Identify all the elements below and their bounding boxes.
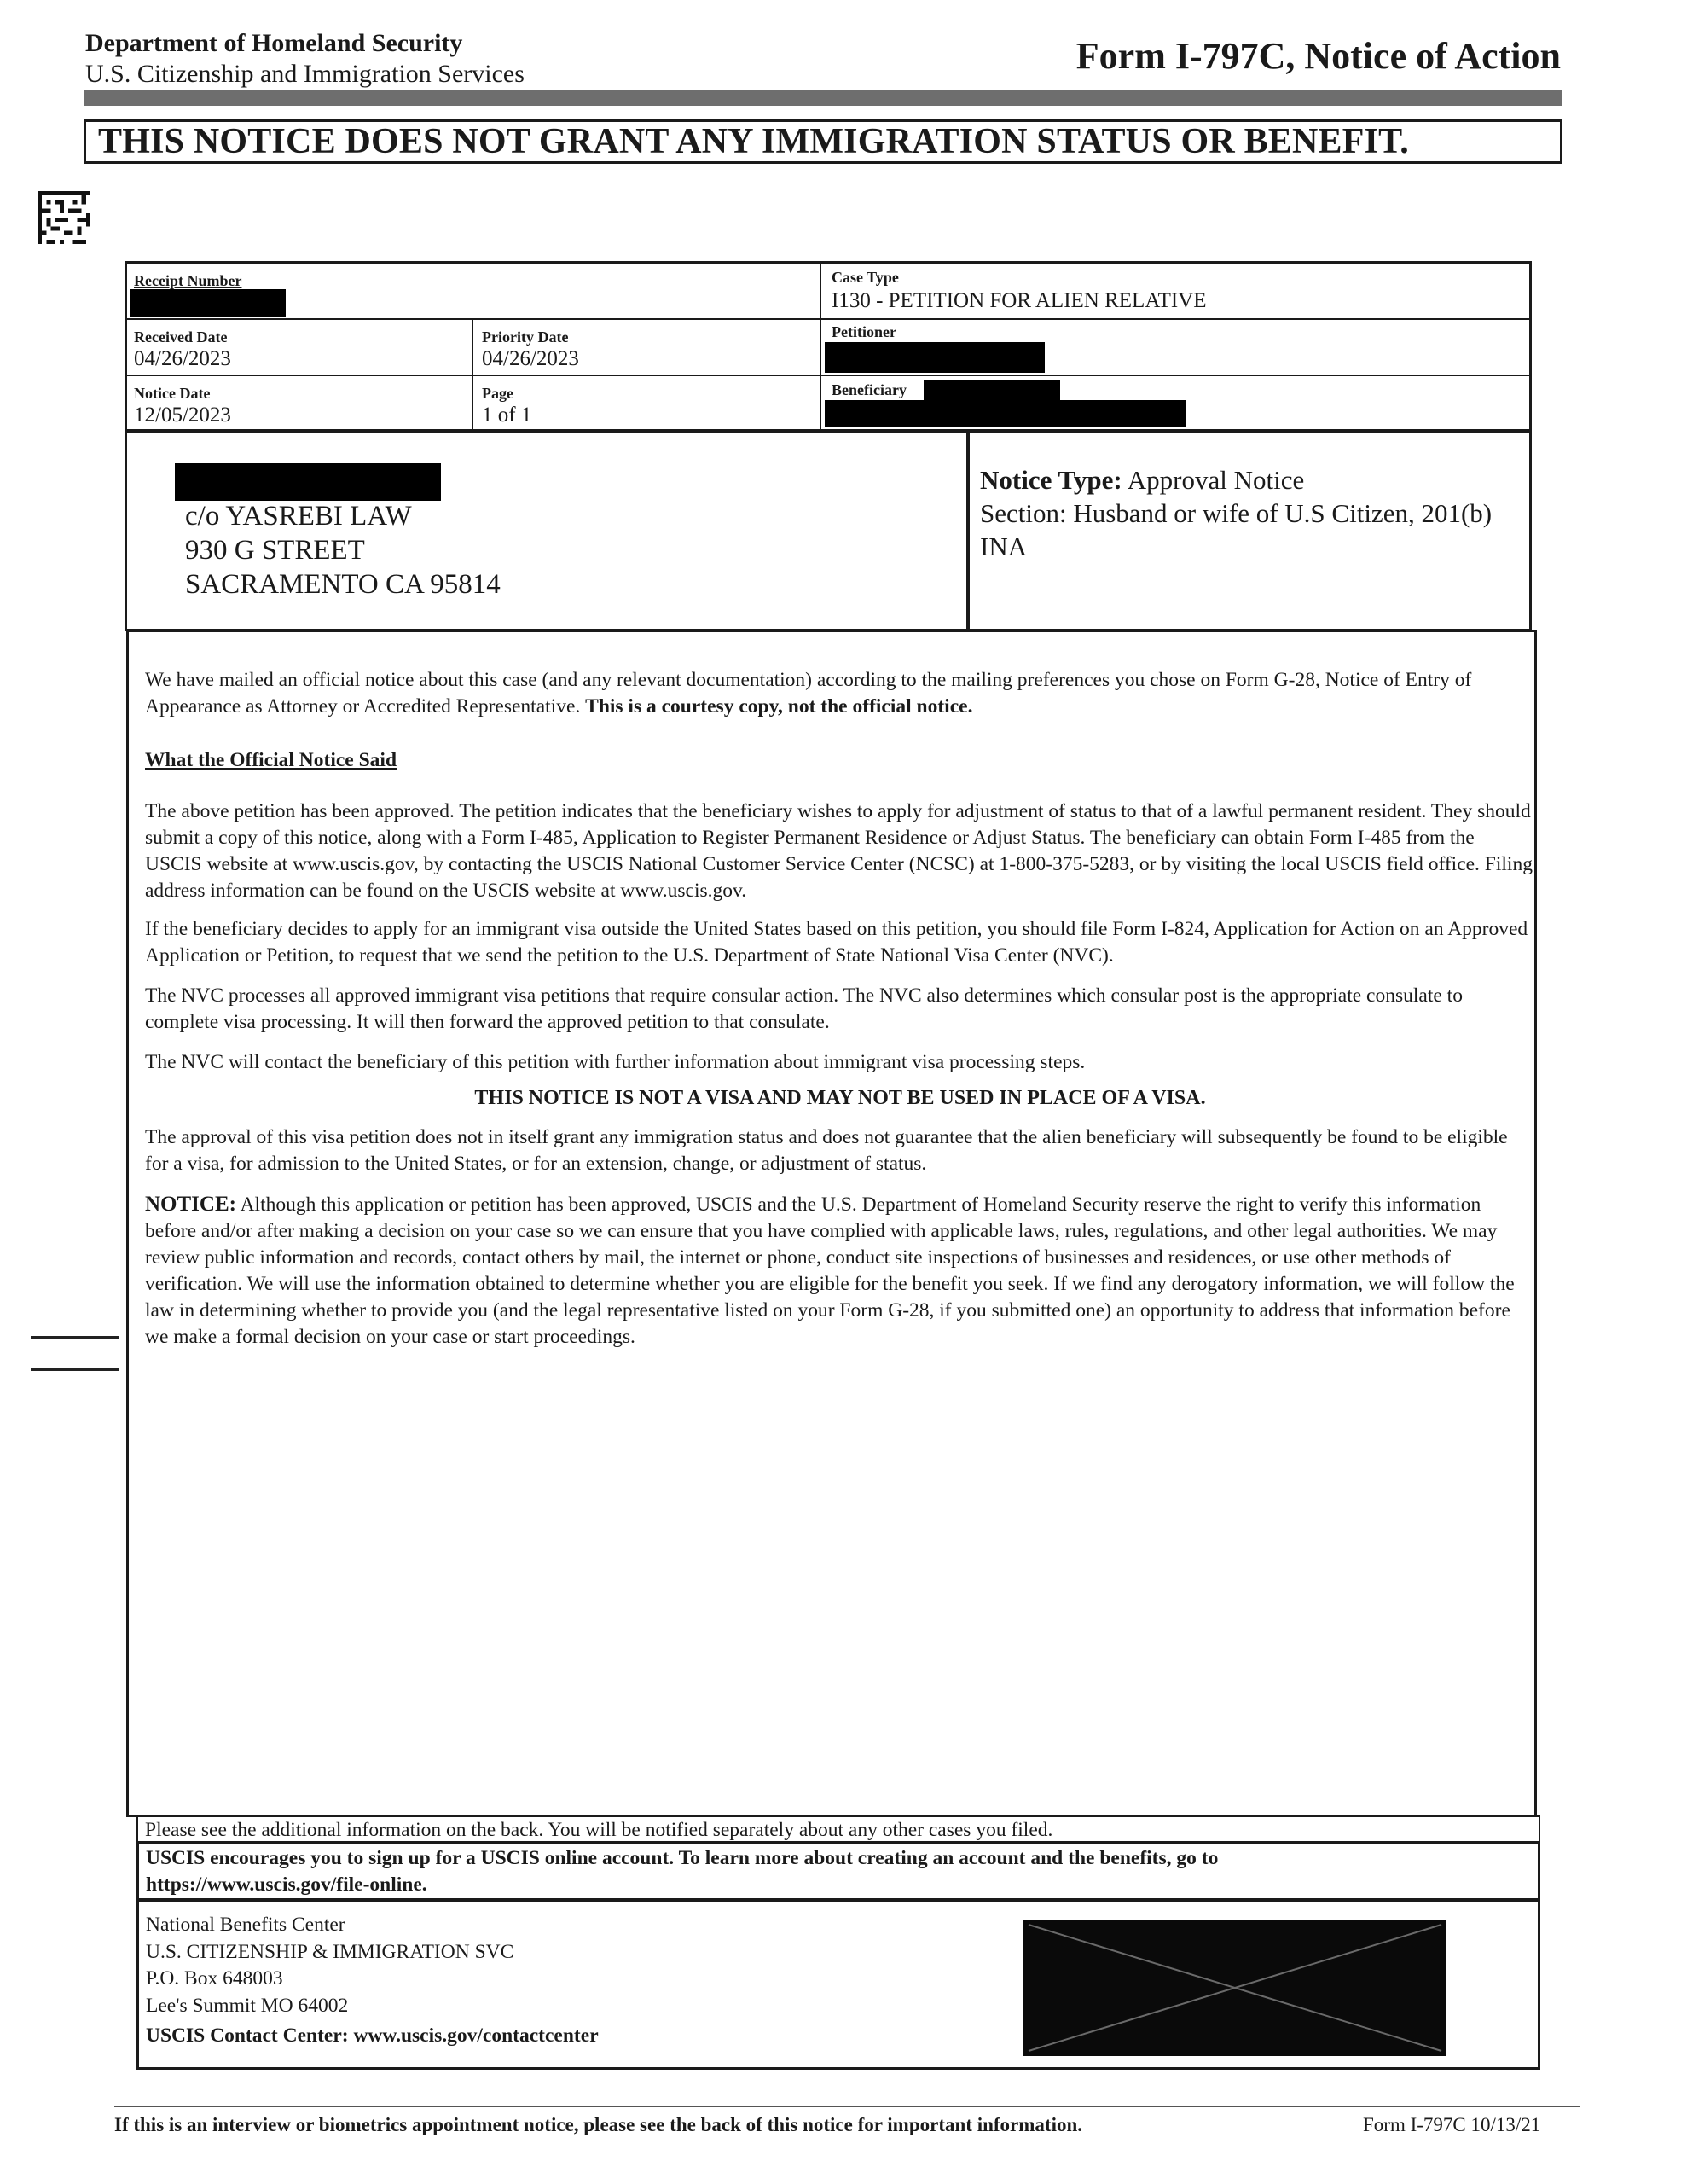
margin-mark xyxy=(31,1336,119,1339)
online-account-box xyxy=(136,1841,1540,1901)
received-date-value: 04/26/2023 xyxy=(134,347,231,370)
case-type-value: I130 - PETITION FOR ALIEN RELATIVE xyxy=(832,289,1207,312)
bottom-rule xyxy=(114,2106,1580,2107)
notice-type-line xyxy=(980,463,1304,497)
online-account-text: USCIS encourages you to sign up for a USCIS online account. To learn more about creating an account and the benefits, go to https://www.uscis.gov/file-online. xyxy=(146,1847,1219,1896)
intro-bold-text: This is a courtesy copy, not the official notice. xyxy=(585,695,973,717)
contact-center: USCIS Contact Center: www.uscis.gov/contactcenter xyxy=(146,2024,599,2047)
notice-type-box xyxy=(967,430,1532,631)
received-date-label: Received Date xyxy=(134,328,228,346)
paragraph-nvc-processing: The NVC processes all approved immigrant visa petitions that require consular action. The NVC also determines which consular post is the appropriate consulate to complete visa processing. It will then forward the approved petition to that consulate. xyxy=(145,985,1463,1033)
paragraph-approval-limits: The approval of this visa petition does not in itself grant any immigration status and does not guarantee that the alien beneficiary will subsequently be found to be eligible for a visa, for admission to the United States, or for an extension, change, or adjustment of status. xyxy=(145,1126,1508,1175)
receipt-number-redaction xyxy=(130,289,286,317)
priority-date-label: Priority Date xyxy=(482,328,569,346)
center-line-2: U.S. CITIZENSHIP & IMMIGRATION SVC xyxy=(146,1940,514,1963)
signature-redaction xyxy=(1023,1920,1446,2056)
address-line-2: 930 G STREET xyxy=(185,535,365,566)
receipt-number-label: Receipt Number xyxy=(134,272,242,289)
additional-info-text: Please see the additional information on the back. You will be notified separately about any other cases you filed. xyxy=(145,1819,1053,1841)
paragraph-nvc-contact: The NVC will contact the beneficiary of this petition with further information about immigrant visa processing steps. xyxy=(145,1051,1086,1073)
mailing-address-box xyxy=(125,430,969,631)
notice-type-label: Notice Type: xyxy=(980,465,1122,495)
case-type-label: Case Type xyxy=(832,269,899,286)
priority-date-value: 04/26/2023 xyxy=(482,347,579,370)
additional-info-box xyxy=(136,1815,1540,1843)
petitioner-redaction xyxy=(825,342,1045,373)
header-bar xyxy=(84,90,1562,106)
paragraph-notice xyxy=(145,1191,1535,1350)
center-line-1: National Benefits Center xyxy=(146,1914,345,1936)
notice-section-cont: INA xyxy=(980,531,1028,561)
barcode-icon xyxy=(38,191,90,244)
department-name: Department of Homeland Security xyxy=(85,29,463,57)
status-banner: THIS NOTICE DOES NOT GRANT ANY IMMIGRATION STATUS OR BENEFIT. xyxy=(84,119,1562,164)
beneficiary-redaction-2 xyxy=(825,400,1186,427)
section-heading: What the Official Notice Said xyxy=(145,749,397,771)
intro-text: We have mailed an official notice about this case (and any relevant documentation) according to the mailing preferences you chose on Form G-28, Notice of Entry of Appearance as Attorney or Accredited Representative. xyxy=(145,669,1472,717)
notice-label: NOTICE: xyxy=(145,1193,236,1216)
paragraph-approved: The above petition has been approved. The petition indicates that the beneficiary wishes to apply for adjustment of status to that of a lawful permanent resident. They should submit a copy of this notice, along with a Form I-485, Application to Register Permanent Residence or Adjust Status. The beneficiary can obtain Form I-485 from the USCIS website at www.uscis.gov, by contacting the USCIS National Customer Service Center (NCSC) at 1-800-375-5283, or by visiting the local USCIS field office. Filing address information can be found on the USCIS website at www.uscis.gov. xyxy=(145,800,1533,902)
intro-paragraph xyxy=(145,667,1535,720)
notice-section: Section: Husband or wife of U.S Citizen, 201(b) xyxy=(980,498,1493,528)
addressee-redaction xyxy=(175,463,441,501)
service-center-address xyxy=(146,1912,599,2050)
beneficiary-redaction-1 xyxy=(924,380,1060,402)
notice-date-label: Notice Date xyxy=(134,385,211,402)
page-label: Page xyxy=(482,385,513,402)
address-line-1: c/o YASREBI LAW xyxy=(185,501,412,531)
case-info-grid xyxy=(125,261,1532,432)
agency-name: U.S. Citizenship and Immigration Services xyxy=(85,60,525,88)
center-line-4: Lee's Summit MO 64002 xyxy=(146,1994,349,2017)
center-line-3: P.O. Box 648003 xyxy=(146,1967,283,1989)
address-line-3: SACRAMENTO CA 95814 xyxy=(185,569,501,600)
not-a-visa-notice: THIS NOTICE IS NOT A VISA AND MAY NOT BE USED IN PLACE OF A VISA. xyxy=(474,1087,1206,1109)
notice-text: Although this application or petition has been approved, USCIS and the U.S. Department of Homeland Security reserve the right to verify this information before and/or after making a decision on your case so we can ensure that you have complied with applicable laws, rules, regulations, and other legal authorities. We may review public information and records, contact others by mail, the internet or phone, conduct site inspections of businesses and residences, or use other methods of verification. We will use the information obtained to determine whether you are eligible for the benefit you seek. If we find any derogatory information, we will follow the law in determining whether to provide you (and the legal representative listed on your Form G-28, if you submitted one) an opportunity to address that information before we make a formal decision on your case or start proceedings. xyxy=(145,1194,1515,1348)
notice-date-value: 12/05/2023 xyxy=(134,404,231,427)
paragraph-visa-outside: If the beneficiary decides to apply for an immigrant visa outside the United States based on this petition, you should file Form I-824, Application for Action on an Approved Application or Petition, to request that we send the petition to the U.S. Department of State National Visa Center (NVC). xyxy=(145,918,1528,967)
beneficiary-label: Beneficiary xyxy=(832,381,907,398)
bottom-note: If this is an interview or biometrics appointment notice, please see the back of this notice for important information. xyxy=(114,2114,1082,2135)
petitioner-label: Petitioner xyxy=(832,323,896,340)
margin-mark xyxy=(31,1368,119,1371)
notice-type-value: Approval Notice xyxy=(1127,465,1305,495)
form-title: Form I-797C, Notice of Action xyxy=(1075,35,1561,77)
page-value: 1 of 1 xyxy=(482,404,532,427)
form-version: Form I-797C 10/13/21 xyxy=(1363,2114,1541,2135)
